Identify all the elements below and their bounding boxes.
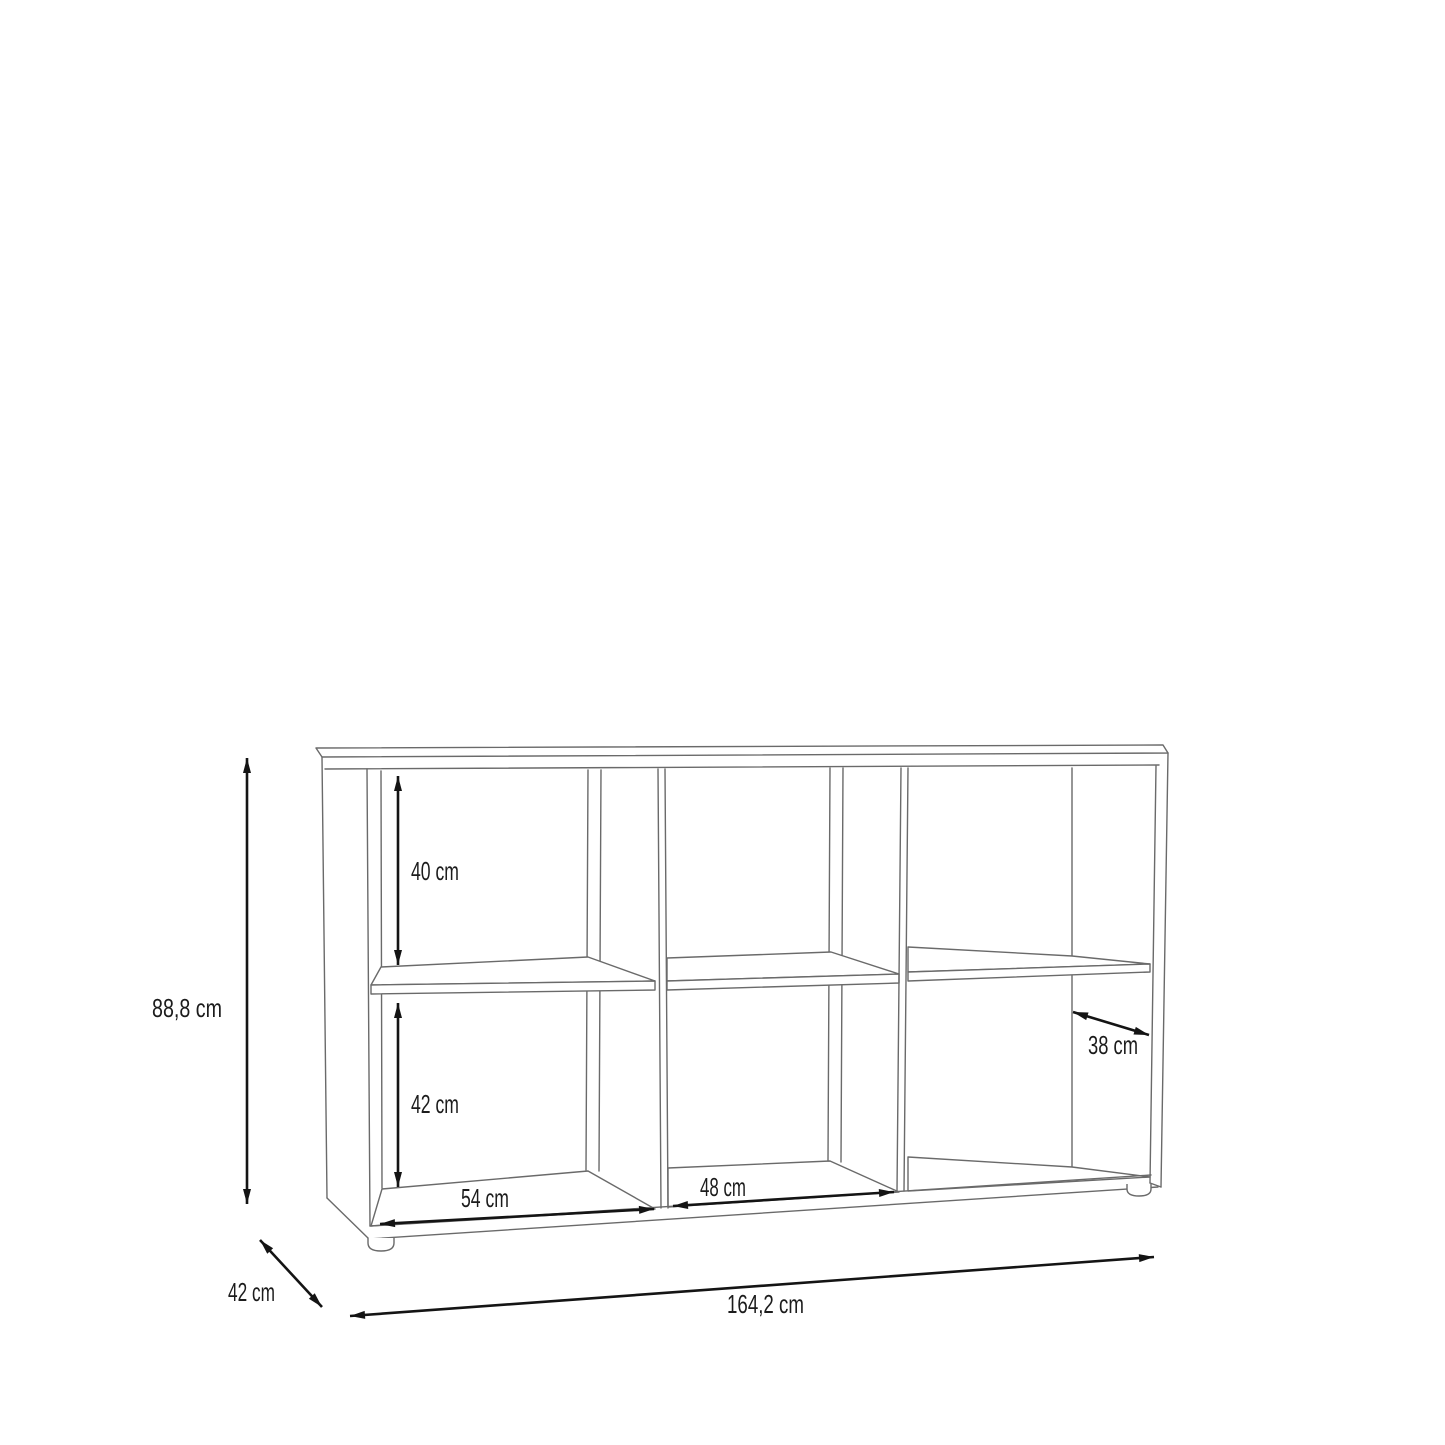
label-left-compartment-width: 54 cm — [461, 1183, 509, 1213]
label-shelf-depth: 38 cm — [1088, 1030, 1138, 1060]
cabinet-top-panel — [316, 745, 1168, 769]
label-overall-depth: 42 cm — [228, 1277, 275, 1307]
dimension-annotations — [152, 758, 1154, 1319]
label-upper-compartment-height: 40 cm — [411, 856, 459, 886]
label-middle-compartment-width: 48 cm — [700, 1172, 746, 1202]
cabinet-shelves — [371, 947, 1150, 994]
label-overall-height: 88,8 cm — [152, 993, 222, 1023]
label-lower-compartment-height: 42 cm — [411, 1089, 459, 1119]
label-overall-width: 164,2 cm — [727, 1289, 804, 1319]
